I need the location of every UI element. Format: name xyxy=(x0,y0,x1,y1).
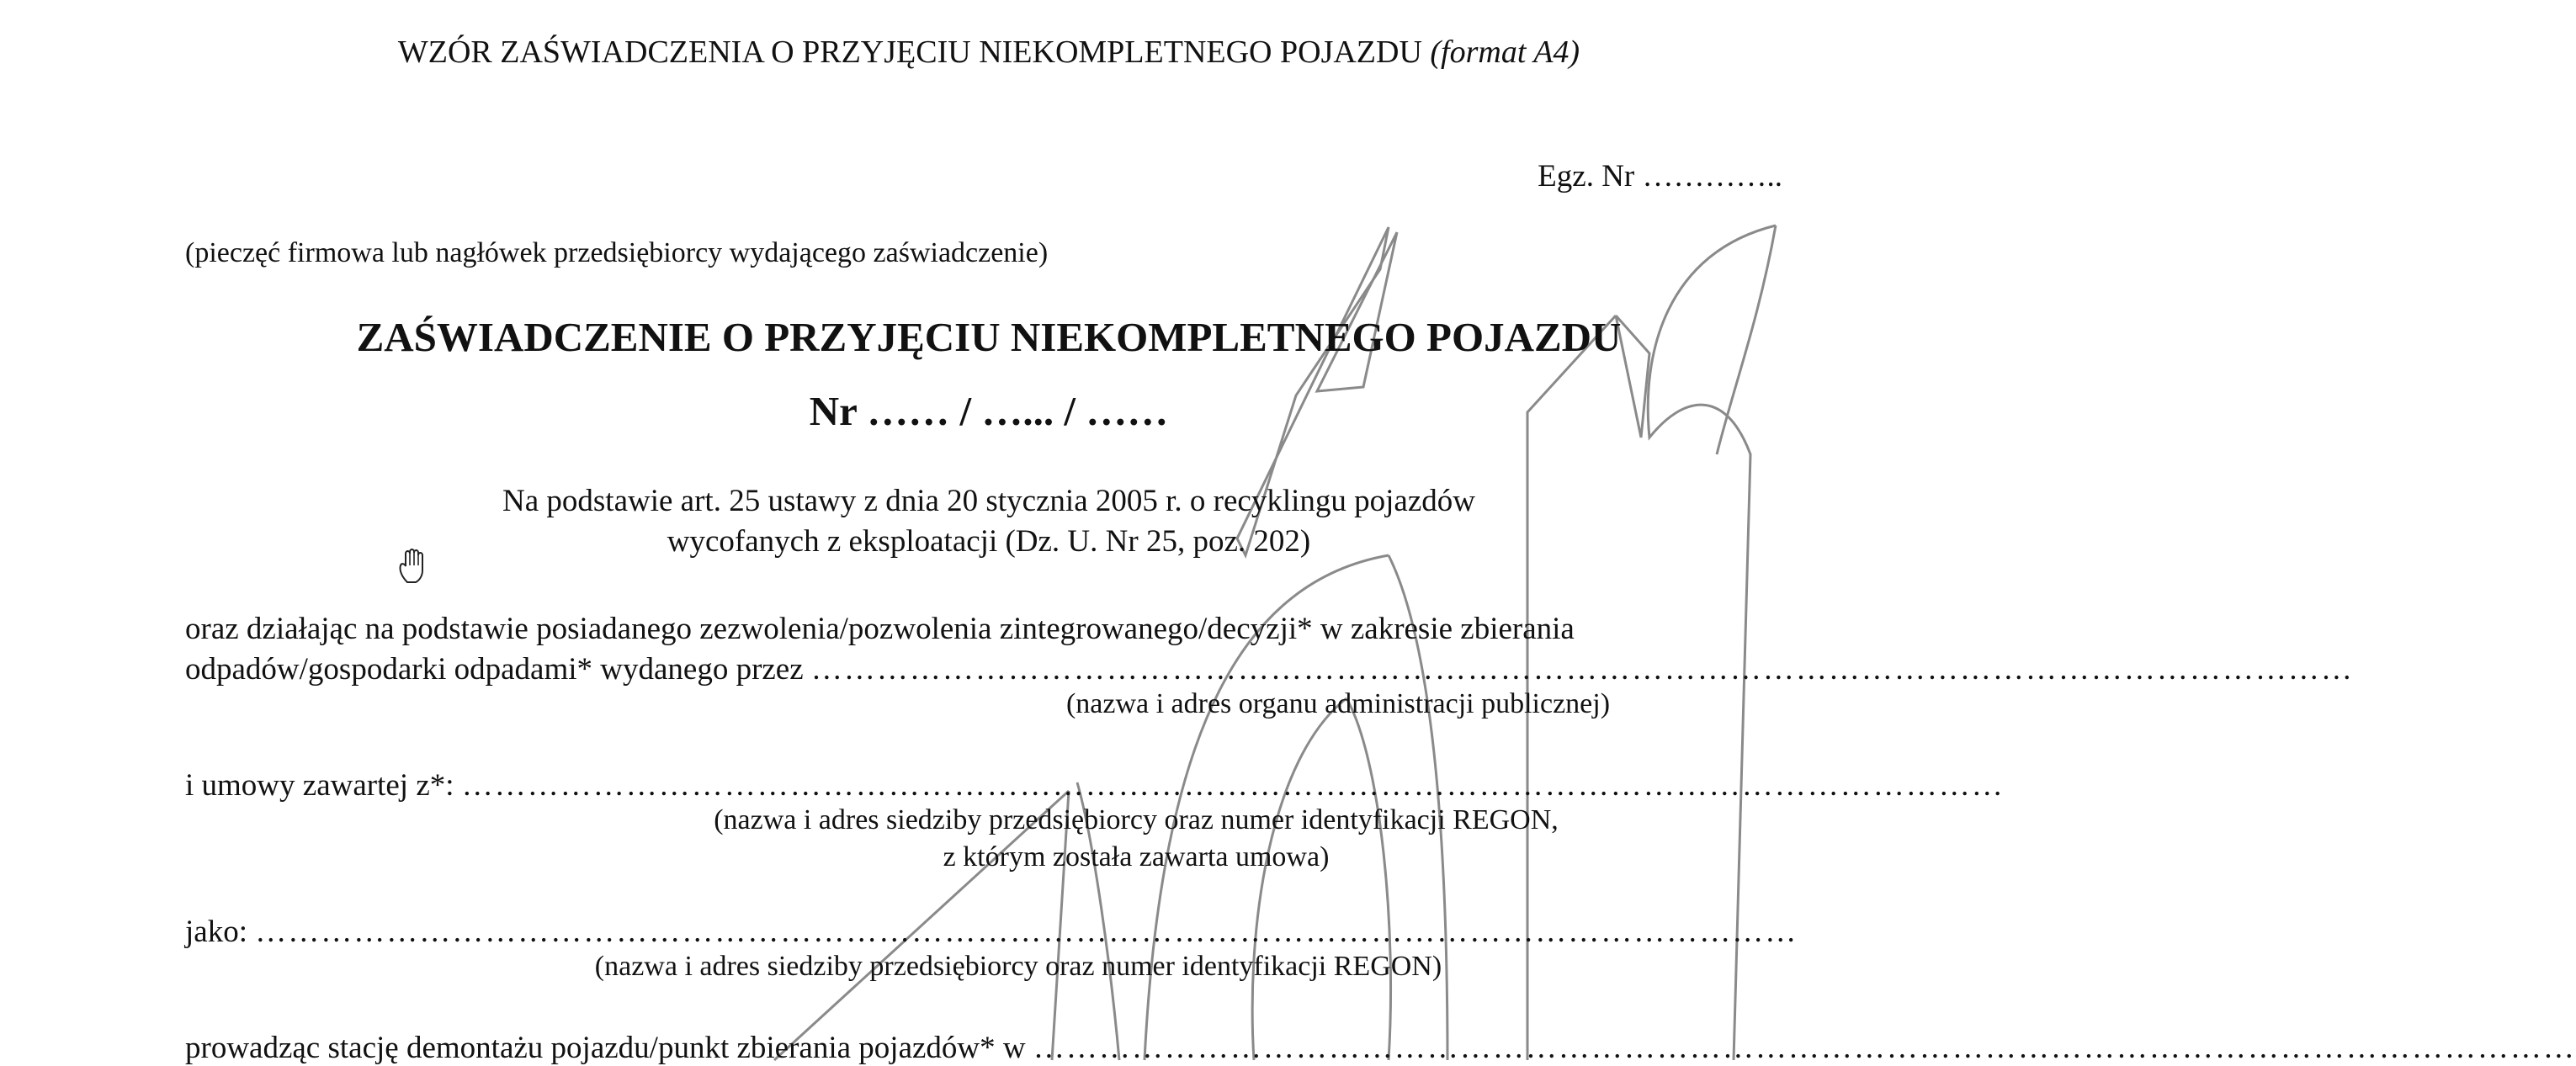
paragraph2-label: i umowy zawartej z*: xyxy=(185,768,454,803)
paragraph4-line xyxy=(185,1030,2576,1066)
fill-in-dots: …………………………………………………………………………………………………………………………… xyxy=(255,915,1798,949)
paragraph2-line xyxy=(185,767,2005,803)
fill-in-dots: …………………………………………………………………………………………………………………………… xyxy=(461,768,2005,803)
fill-in-dots: …………………………………………………………………………………………………………………………… xyxy=(1033,1031,2576,1065)
format-note: (format A4) xyxy=(1430,34,1580,70)
hand-cursor-icon xyxy=(396,545,434,586)
paragraph1-line-1: oraz działając na podstawie posiadanego zezwolenia/pozwolenia zintegrowanego/decyzji* w zakresie zbierania xyxy=(185,612,1575,646)
paragraph1-line-2 xyxy=(185,651,2354,687)
template-header xyxy=(0,34,1978,71)
intro-line-1: Na podstawie art. 25 ustawy z dnia 20 stycznia 2005 r. o recyklingu pojazdów xyxy=(502,484,1475,518)
paragraph3-line xyxy=(185,914,1798,950)
fill-in-dots: …………………………………………………………………………………………………………………………… xyxy=(810,652,2354,687)
paragraph1-caption: (nazwa i adres organu administracji publicznej) xyxy=(1065,688,1611,719)
intro-line-2: wycofanych z eksploatacji (Dz. U. Nr 25, poz. 202) xyxy=(667,524,1311,559)
document-number: Nr …… / …... / …… xyxy=(809,388,1169,434)
document-title: ZAŚWIADCZENIE O PRZYJĘCIU NIEKOMPLETNEGO POJAZDU xyxy=(356,314,1622,360)
copy-number: Egz. Nr ………….. xyxy=(1538,159,1782,194)
paragraph3-label: jako: xyxy=(185,915,247,949)
paragraph1-label: odpadów/gospodarki odpadami* wydanego przez xyxy=(185,652,804,687)
paragraph2-caption-2: z którym została zawarta umowa) xyxy=(943,841,1330,872)
paragraph3-caption: (nazwa i adres siedziby przedsiębiorcy oraz numer identyfikacji REGON) xyxy=(594,951,1442,982)
paragraph4-label: prowadząc stację demontażu pojazdu/punkt zbierania pojazdów* w xyxy=(185,1031,1026,1065)
stamp-note: (pieczęć firmowa lub nagłówek przedsiębiorcy wydającego zaświadczenie) xyxy=(185,237,1049,268)
paragraph2-caption-1: (nazwa i adres siedziby przedsiębiorcy oraz numer identyfikacji REGON, xyxy=(714,804,1559,835)
template-title: WZÓR ZAŚWIADCZENIA O PRZYJĘCIU NIEKOMPLETNEGO POJAZDU xyxy=(397,34,1422,70)
